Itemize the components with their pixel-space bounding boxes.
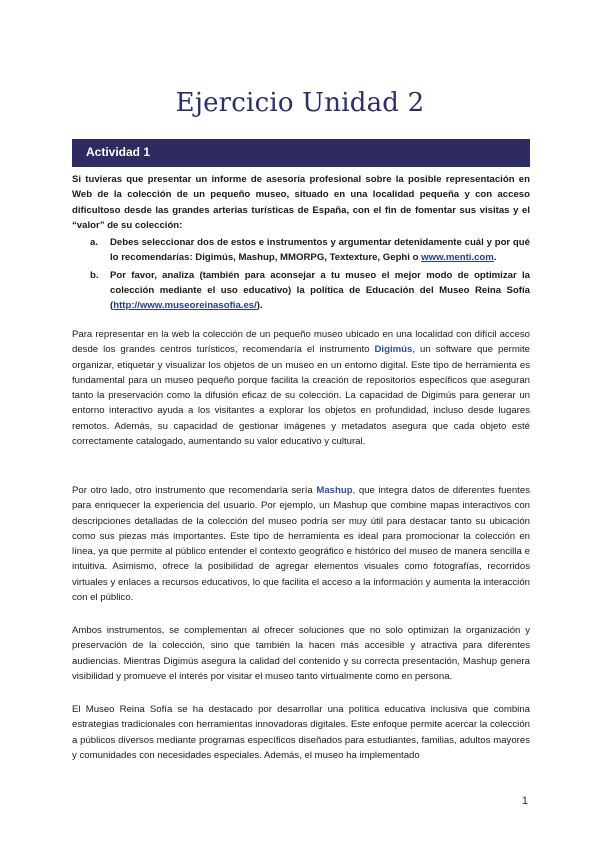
paragraph-text: , un software que permite organizar, etiquetar y visualizar los objetos de un museo en un entorno digital. Este tipo de herramienta es fundamental para un museo pequeño porque facilita la creación de repositorios específicos que aseguran tanto la preservación como la difusión eficaz de su colección. La capacidad de Digimús para generar un entorno interactivo ayuda a los visitantes a explorar los objetos en profundidad, incluso desde lugares remotos. Además, su capacidad de gestionar imágenes y metadatos asegura que cada objeto esté correctamente catalogado, aumentando su valor educativo y cultural. [72,344,530,448]
menti-link[interactable]: www.menti.com [421,252,494,264]
paragraph-text: Para representar en la web la colección de un pequeño museo ubicado en una localidad con difícil acceso desde los grandes centros turísticos, recomendaría el instrumento [72,329,530,356]
paragraph-text: Por otro lado, otro instrumento que recomendaría sería [72,485,317,496]
paragraph-summary: Ambos instrumentos, se complementan al ofrecer soluciones que no solo optimizan la organización y preservación de la colección, sino que también la hacen más accesible y atractiva para diferentes audiencias. Mientras Digimús asegura la calidad del contenido y su correcta presentación, Mashup genera visibilidad y promueve el interés por visitar el museo tanto virtualmente como en persona. [72,625,530,682]
list-item-after: ). [256,300,263,312]
list-item-after: . [493,252,497,264]
museo-reina-sofia-link[interactable]: http://www.museoreinasofia.es/ [113,300,257,312]
paragraph-text: , que integra datos de diferentes fuentes para enriquecer la experiencia del usuario. Por ejemplo, un Mashup que combine mapas interactivos con descripciones detalladas de la colección del museo podría ser muy útil para destacar tanto su ubicación como sus piezas más importantes. Este tipo de herramienta es ideal para promocionar la colección en línea, ya que permite al público entender el contexto geográfico e histórico del museo de manera sencilla e intuitiva. Asimismo, ofrece la posibilidad de agregar elementos visuales como fotografías, recorridos virtuales y enlaces a recursos educativos, lo que facilita el acceso a la información y aumenta la interacción con el público. [72,485,530,604]
list-item-text: Debes seleccionar dos de estos e instrumentos y argumentar detenidamente cuál y por qué lo recomendarías: Digimús, Mashup, MMORPG, Textexture, Gephi o [110,237,530,264]
list-item-text: Por favor, analiza (también para aconsejar a tu museo el mejor modo de optimizar la colección mediante el uso educativo) la política de Educación del Museo Reina Sofía ( [110,269,530,312]
document-title: Ejercicio Unidad 2 [175,88,425,118]
list-item [90,235,530,266]
list-marker: b. [90,269,99,281]
page-number: 1 [521,795,528,807]
paragraph-reina-sofia: El Museo Reina Sofía se ha destacado por desarrollar una política educativa inclusiva que combina estrategias tradicionales con herramientas innovadoras digitales. Este enfoque permite acercar la colección a públicos diversos mediante programas específicos diseñados para estudiantes, familias, adultos mayores y comunidades con necesidades especiales. Además, el museo ha implementado [72,704,530,761]
list-item [90,268,530,314]
highlight-mashup: Mashup [316,485,353,496]
highlight-digimus: Digimús [374,344,413,356]
section-label: Actividad 1 [86,145,151,159]
list-marker: a. [90,237,99,248]
prompt-list [90,235,530,313]
paragraph-digimus [72,327,530,449]
prompt-intro: Si tuvieras que presentar un informe de asesoría profesional sobre la posible representación en Web de la colección de un pequeño museo, situado en una localidad pequeña y con acceso dificultoso desde las grandes arterias turísticas de España, con el fin de fomentar sus visitas y el “valor” de su colección: [72,174,530,231]
section-banner [72,139,530,167]
paragraph-mashup [72,483,530,605]
